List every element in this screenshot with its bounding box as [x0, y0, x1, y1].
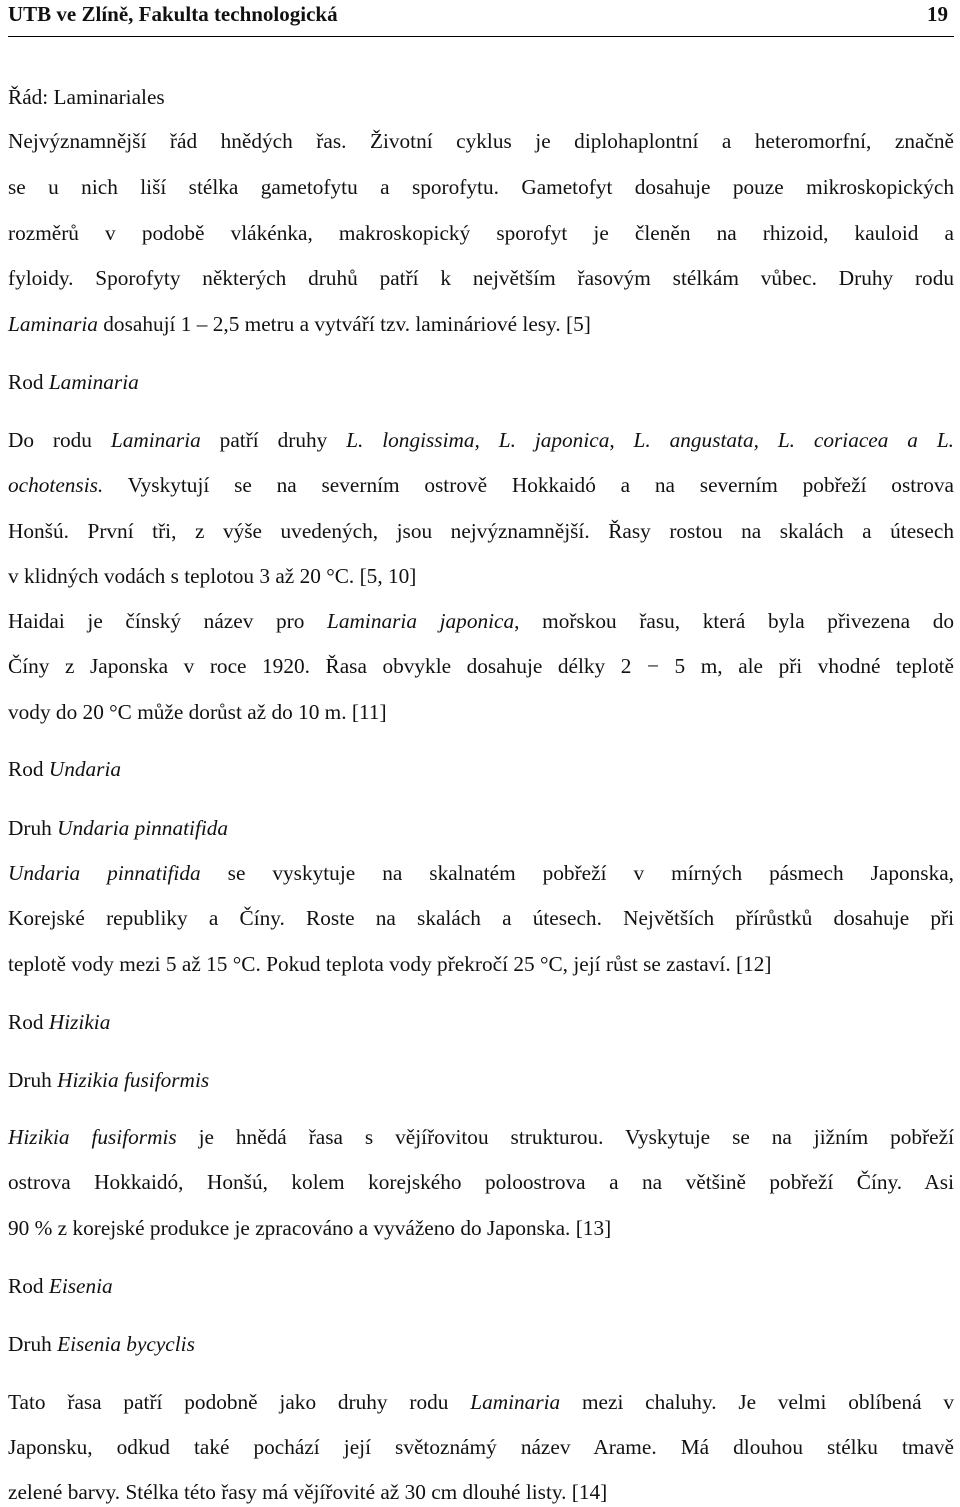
page-number: 19 — [927, 2, 948, 26]
header-title: UTB ve Zlíně, Fakulta technologická — [8, 2, 338, 26]
paragraph-line: teplotě vody mezi 5 až 15 °C. Pokud teplota vody překročí 25 °C, její růst se zastaví. [12] — [8, 952, 772, 976]
species-heading: Druh Eisenia bycyclis — [8, 1332, 195, 1356]
paragraph-line: Korejské republiky a Číny. Roste na skalách a útesech. Největších přírůstků dosahuje při — [8, 906, 954, 930]
page-header — [8, 0, 954, 37]
paragraph-line: fyloidy. Sporofyty některých druhů patří k největším řasovým stélkám vůbec. Druhy rodu — [8, 266, 954, 290]
section-heading: Rod Undaria — [8, 757, 122, 781]
paragraph-line: Číny z Japonska v roce 1920. Řasa obvykle dosahuje délky 2 − 5 m, ale při vhodné teplotě — [8, 654, 954, 678]
paragraph-line: zelené barvy. Stélka této řasy má vějířovité až 30 cm dlouhé listy. [14] — [8, 1480, 608, 1504]
paragraph-line: Laminaria dosahují 1 – 2,5 metru a vytváří tzv. lamináriové lesy. [5] — [8, 312, 591, 336]
paragraph-line: se u nich liší stélka gametofytu a sporofytu. Gametofyt dosahuje pouze mikroskopických — [8, 175, 954, 199]
paragraph-line: v klidných vodách s teplotou 3 až 20 °C. [5, 10] — [8, 564, 417, 588]
genus-name: Laminaria — [8, 312, 98, 336]
paragraph-line: Do rodu Laminaria patří druhy L. longissima, L. japonica, L. angustata, L. coriacea a L. — [8, 428, 955, 452]
document-page — [8, 0, 954, 1506]
paragraph-line: ostrova Hokkaidó, Honšú, kolem korejského poloostrova a na většině pobřeží Číny. Asi — [8, 1170, 954, 1194]
section-heading: Rod Hizikia — [8, 1010, 111, 1034]
paragraph-line: 90 % z korejské produkce je zpracováno a vyváženo do Japonska. [13] — [8, 1216, 612, 1240]
species-heading: Druh Hizikia fusiformis — [8, 1068, 210, 1092]
species-heading: Druh Undaria pinnatifida — [8, 816, 229, 840]
paragraph-line: Tato řasa patří podobně jako druhy rodu Laminaria mezi chaluhy. Je velmi oblíbená v — [8, 1390, 954, 1414]
paragraph-line: Honšú. První tři, z výše uvedených, jsou nejvýznamnější. Řasy rostou na skalách a útesech — [8, 519, 954, 543]
order-heading: Řád: Laminariales — [8, 85, 165, 109]
section-heading: Rod Eisenia — [8, 1274, 113, 1298]
paragraph-line: ochotensis. Vyskytují se na severním ostrově Hokkaidó a na severním pobřeží ostrova — [8, 473, 954, 497]
paragraph-line: vody do 20 °C může dorůst až do 10 m. [11] — [8, 700, 387, 724]
paragraph-line: rozměrů v podobě vlákénka, makroskopický sporofyt je členěn na rhizoid, kauloid a — [8, 221, 954, 245]
section-heading: Rod Laminaria — [8, 370, 139, 394]
paragraph-line: Japonsku, odkud také pochází její světoznámý název Arame. Má dlouhou stélku tmavě — [8, 1435, 954, 1459]
paragraph-line: Hizikia fusiformis je hnědá řasa s vějířovitou strukturou. Vyskytuje se na jižním pobřeží — [8, 1125, 954, 1149]
paragraph-line: Undaria pinnatifida se vyskytuje na skalnatém pobřeží v mírných pásmech Japonska, — [8, 861, 954, 885]
paragraph-line: Nejvýznamnější řád hnědých řas. Životní cyklus je diplohaplontní a heteromorfní, značně — [8, 129, 954, 153]
paragraph-line: Haidai je čínský název pro Laminaria japonica, mořskou řasu, která byla přivezena do — [8, 609, 955, 633]
